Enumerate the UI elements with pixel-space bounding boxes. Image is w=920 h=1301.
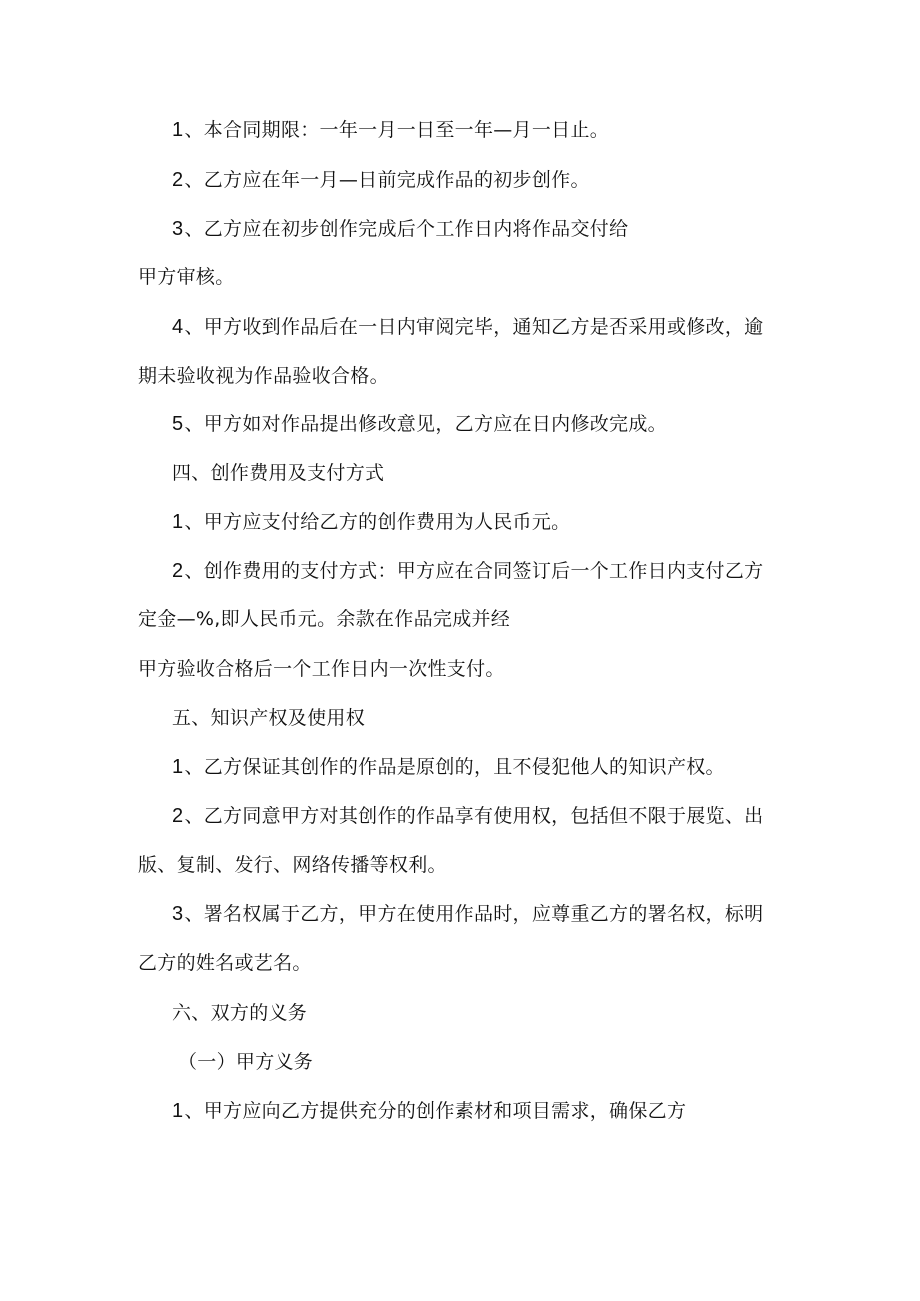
doc-line: 1、甲方应支付给乙方的创作费用为人民币元。	[172, 511, 571, 533]
doc-line: 1、甲方应向乙方提供充分的创作素材和项目需求，确保乙方	[172, 1100, 687, 1122]
doc-line: 期未验收视为作品验收合格。	[138, 365, 389, 387]
doc-line: 5、甲方如对作品提出修改意见，乙方应在日内修改完成。	[172, 413, 667, 435]
doc-line: 4、甲方收到作品后在一日内审阅完毕，通知乙方是否采用或修改，逾	[172, 316, 764, 338]
doc-line: 3、署名权属于乙方，甲方在使用作品时，应尊重乙方的署名权，标明	[172, 903, 764, 925]
doc-line: 版、复制、发行、网络传播等权利。	[138, 854, 447, 876]
doc-line: 乙方的姓名或艺名。	[138, 952, 312, 974]
doc-line: 定金—%,即人民币元。余款在作品完成并经	[138, 608, 511, 630]
doc-line: 1、本合同期限：一年一月一日至一年—月一日止。	[172, 119, 610, 141]
section-heading: 五、知识产权及使用权	[172, 707, 366, 729]
doc-line: 甲方审核。	[138, 266, 235, 288]
doc-line: 甲方验收合格后一个工作日内一次性支付。	[138, 658, 505, 680]
section-heading: 四、创作费用及支付方式	[172, 462, 385, 484]
doc-line: 2、创作费用的支付方式：甲方应在合同签订后一个工作日内支付乙方	[172, 560, 764, 582]
doc-line: 3、乙方应在初步创作完成后个工作日内将作品交付给	[172, 218, 629, 240]
doc-line: 1、乙方保证其创作的作品是原创的，且不侵犯他人的知识产权。	[172, 756, 725, 778]
doc-line: 2、乙方应在年一月—日前完成作品的初步创作。	[172, 169, 590, 191]
subsection-heading: （一）甲方义务	[178, 1051, 314, 1073]
section-heading: 六、双方的义务	[172, 1002, 308, 1024]
doc-line: 2、乙方同意甲方对其创作的作品享有使用权，包括但不限于展览、出	[172, 805, 764, 827]
